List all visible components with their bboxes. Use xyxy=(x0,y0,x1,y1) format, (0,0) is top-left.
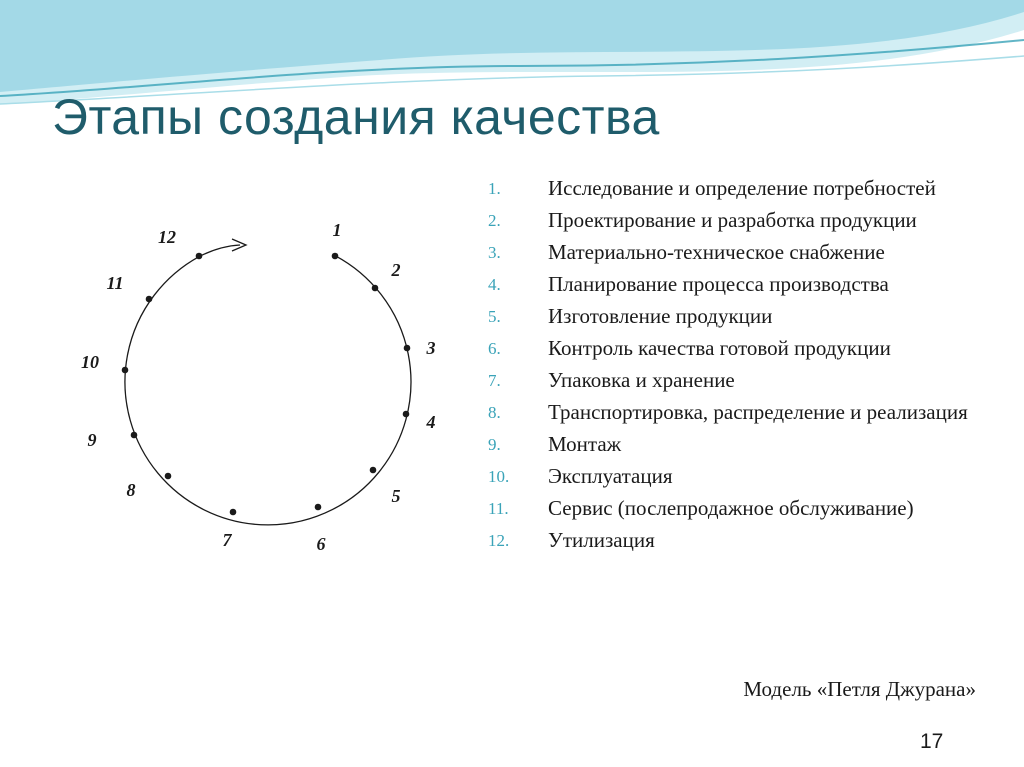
loop-label: 1 xyxy=(332,220,342,240)
loop-point xyxy=(122,367,129,374)
loop-point xyxy=(332,253,339,260)
stage-number: 8. xyxy=(488,403,501,422)
stage-item xyxy=(488,528,1008,553)
stage-item xyxy=(488,272,1008,297)
stage-item xyxy=(488,336,1008,361)
loop-arc xyxy=(125,245,411,525)
loop-label: 5 xyxy=(391,486,401,506)
stage-item xyxy=(488,304,1008,329)
stage-number: 10. xyxy=(488,467,510,486)
stage-text: Изготовление продукции xyxy=(548,304,773,328)
stage-number: 12. xyxy=(488,531,510,550)
stage-text: Сервис (послепродажное обслуживание) xyxy=(548,496,914,520)
stage-text: Проектирование и разработка продукции xyxy=(548,208,917,232)
stage-number: 4. xyxy=(488,275,501,294)
loop-label: 3 xyxy=(426,338,436,358)
stage-number: 11. xyxy=(488,499,509,518)
stage-item xyxy=(488,240,1008,265)
loop-point xyxy=(370,467,377,474)
juran-loop-diagram xyxy=(70,178,470,568)
stage-text: Упаковка и хранение xyxy=(548,368,735,392)
stage-text: Монтаж xyxy=(548,432,622,456)
stage-item xyxy=(488,496,1008,521)
loop-label: 7 xyxy=(222,530,232,550)
stage-item xyxy=(488,400,1008,425)
stage-number: 3. xyxy=(488,243,501,262)
stage-item xyxy=(488,464,1008,489)
loop-labels xyxy=(81,220,436,554)
loop-point xyxy=(230,509,237,516)
stages-list xyxy=(488,176,1008,560)
loop-point xyxy=(403,411,410,418)
stage-number: 5. xyxy=(488,307,501,326)
loop-label: 4 xyxy=(426,412,436,432)
stage-text: Планирование процесса производства xyxy=(548,272,889,296)
loop-label: 2 xyxy=(391,260,401,280)
stage-text: Транспортировка, распределение и реализация xyxy=(548,400,968,424)
loop-points xyxy=(122,253,411,516)
stage-item xyxy=(488,432,1008,457)
stage-text: Утилизация xyxy=(548,528,655,552)
loop-point xyxy=(372,285,379,292)
loop-label: 6 xyxy=(316,534,326,554)
stage-text: Эксплуатация xyxy=(548,464,673,488)
stage-text: Исследование и определение потребностей xyxy=(548,176,936,200)
loop-label: 11 xyxy=(106,273,124,293)
page-number: 17 xyxy=(920,730,944,753)
stage-number: 1. xyxy=(488,179,501,198)
stage-text: Контроль качества готовой продукции xyxy=(548,336,891,360)
stage-item xyxy=(488,368,1008,393)
loop-label: 12 xyxy=(158,227,176,247)
loop-label: 9 xyxy=(87,430,97,450)
stage-number: 7. xyxy=(488,371,501,390)
slide-title: Этапы создания качества xyxy=(52,89,660,145)
stage-number: 9. xyxy=(488,435,501,454)
loop-label: 8 xyxy=(126,480,136,500)
stage-item xyxy=(488,176,1008,201)
loop-point xyxy=(404,345,411,352)
loop-point xyxy=(131,432,138,439)
loop-point xyxy=(196,253,203,260)
stage-text: Материально-техническое снабжение xyxy=(548,240,885,264)
loop-point xyxy=(146,296,153,303)
model-caption: Модель «Петля Джурана» xyxy=(743,677,976,701)
loop-point xyxy=(165,473,172,480)
loop-point xyxy=(315,504,322,511)
stage-number: 2. xyxy=(488,211,501,230)
loop-label: 10 xyxy=(81,352,99,372)
stage-item xyxy=(488,208,1008,233)
stage-number: 6. xyxy=(488,339,501,358)
